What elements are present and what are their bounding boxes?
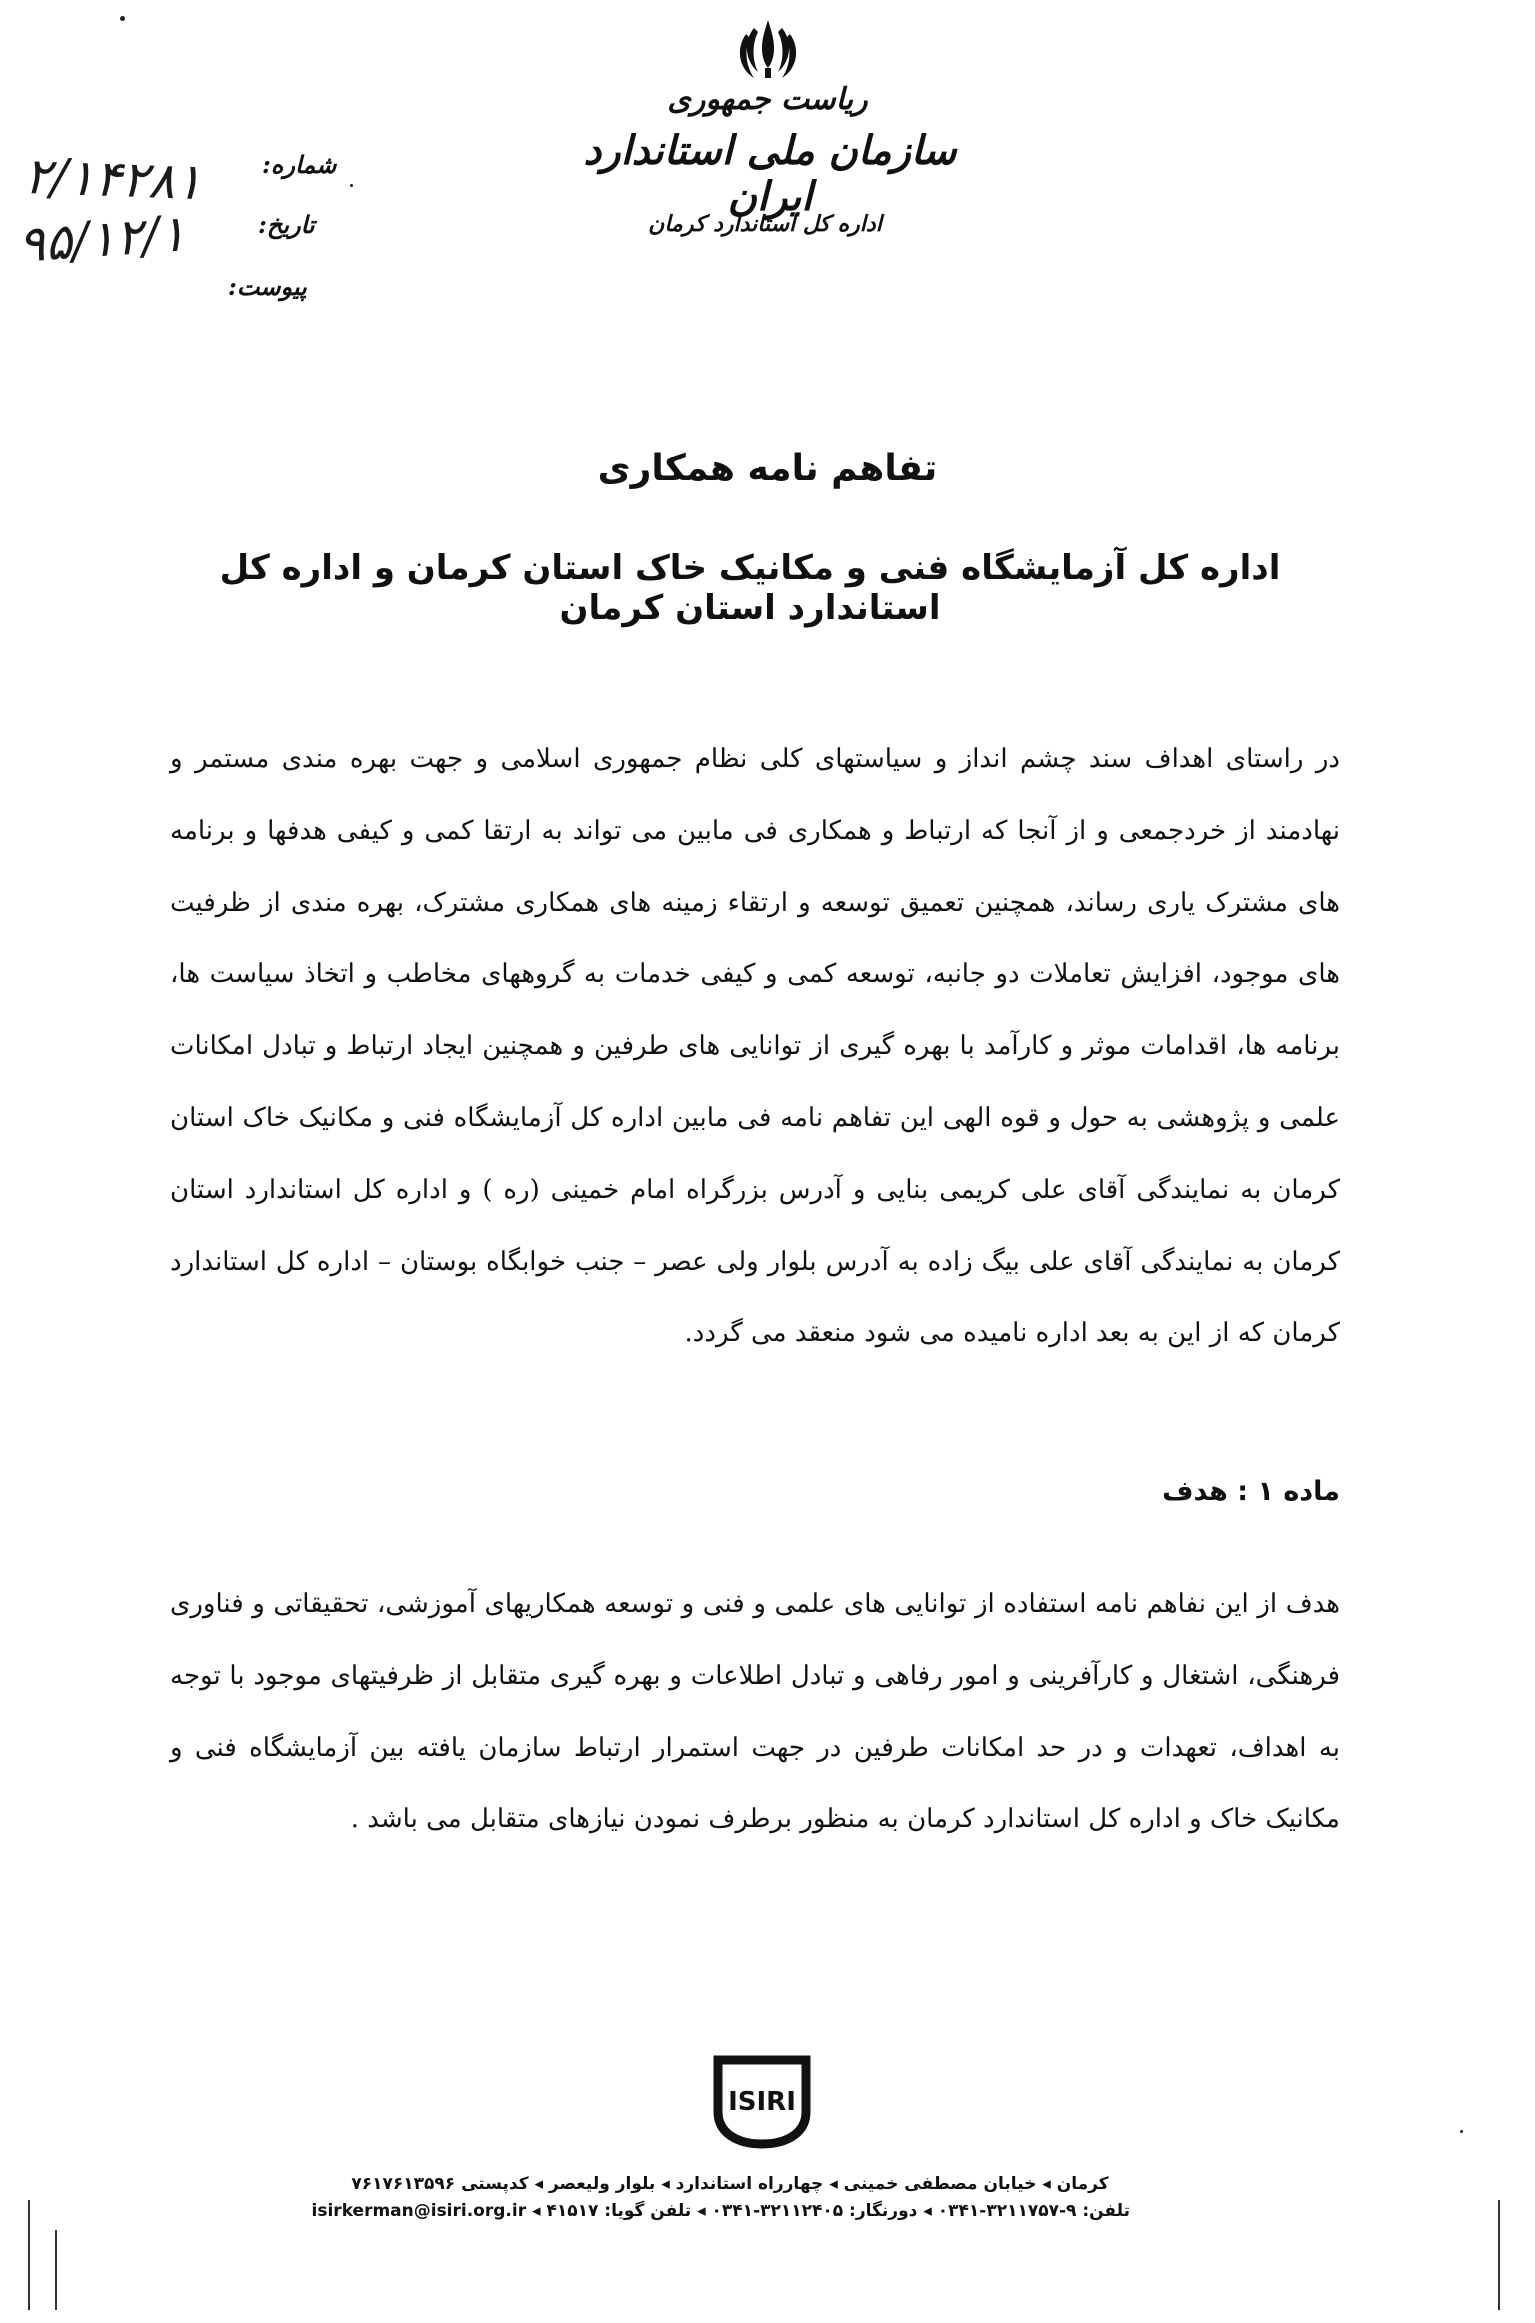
date-label: تاریخ: (258, 210, 315, 239)
footer-contact: تلفن: ۹-۳۲۱۱۷۵۷-۰۳۴۱ ◂ دورنگار: ۳۲۱۱۲۴۰۵-۰۳۴۱ ◂ تلفن گویا: ۴۱۵۱۷ ◂ isirkerman@isiri.org.ir (311, 2201, 1130, 2221)
document-subtitle: اداره کل آزمایشگاه فنی و مکانیک خاک استان کرمان و اداره کل استاندارد استان کرمان (219, 548, 1281, 628)
letterhead-department: اداره کل استاندارد کرمان (648, 212, 882, 237)
section-heading: ماده ۱ : هدف (1162, 1476, 1340, 1507)
iran-emblem-icon (732, 14, 804, 86)
footer-address: کرمان ◂ خیابان مصطفی خمینی ◂ چهارراه استاندارد ◂ بلوار ولیعصر ◂ کدپستی ۷۶۱۷۶۱۳۵۹۶ (351, 2174, 1109, 2194)
scan-speck (120, 16, 125, 21)
scan-margin-line (55, 2230, 57, 2310)
scan-speck (1460, 2130, 1463, 2133)
document-title: تفاهم نامه همکاری (597, 448, 938, 489)
scan-margin-line (1498, 2200, 1500, 2310)
objective-paragraph: هدف از این نفاهم نامه استفاده از توانایی های علمی و فنی و توسعه همکاریهای آموزشی، تحقیقاتی و فناوری فرهنگی، اشتغال و کارآفرینی و امور رفاهی و تبادل اطلاعات و بهره گیری متقابل از ظرفیتهای موجود با توجه به اهداف، تعهدات و در حد امکانات طرفین در جهت استمرار ارتباط سازمان یافته بین آزمایشگاه فنی و مکانیک خاک و اداره کل استاندارد کرمان به منظور برطرف نمودن نیازهای متقابل می باشد . (170, 1589, 1340, 1835)
letterhead-organization: سازمان ملی استاندارد ایران (583, 128, 957, 220)
handwritten-letter-number: ۲/۱۴۲۸۱ (23, 146, 203, 212)
attachment-label: پیوست: (228, 272, 307, 301)
scan-speck (350, 184, 353, 187)
preamble-paragraph: در راستای اهداف سند چشم انداز و سیاستهای کلی نظام جمهوری اسلامی و جهت بهره مندی مستمر و نهادمند از خردجمعی و از آنجا که ارتباط و همکاری فی مابین می تواند به ارتقا کمی و کیفی هدفها و برنامه های مشترک یاری رساند، همچنین تعمیق توسعه و ارتقاء زمینه های همکاری مشترک، بهره مندی از ظرفیت های موجود، افزایش تعاملات دو جانبه، توسعه کمی و کیفی خدمات به گروههای مخاطب و اتخاذ سیاست ها، برنامه ها، اقدامات موثر و کارآمد با بهره گیری از توانایی های طرفین و همچنین ایجاد ارتباط و تبادل امکانات علمی و پژوهشی به حول و قوه الهی این تفاهم نامه فی مابین اداره کل آزمایشگاه فنی و مکانیک خاک استان کرمان به نمایندگی آقای علی کریمی بنایی و آدرس بزرگراه امام خمینی (ره ) و اداره کل استاندارد استان کرمان به نمایندگی آقای علی بیگ زاده به آدرس بلوار ولی عصر – جنب خوابگاه بوستان – اداره کل استاندارد کرمان که از این به بعد اداره نامیده می شود منعقد می گردد. (170, 744, 1340, 1349)
handwritten-letter-date: ۹۵/۱۲/۱ (16, 204, 188, 274)
svg-text:ISIRI: ISIRI (728, 2087, 796, 2117)
isiri-logo-icon (708, 2052, 816, 2152)
letterhead-presidency: ریاست جمهوری (667, 82, 868, 117)
scan-margin-line (28, 2200, 30, 2310)
number-label: شماره: (262, 150, 337, 179)
